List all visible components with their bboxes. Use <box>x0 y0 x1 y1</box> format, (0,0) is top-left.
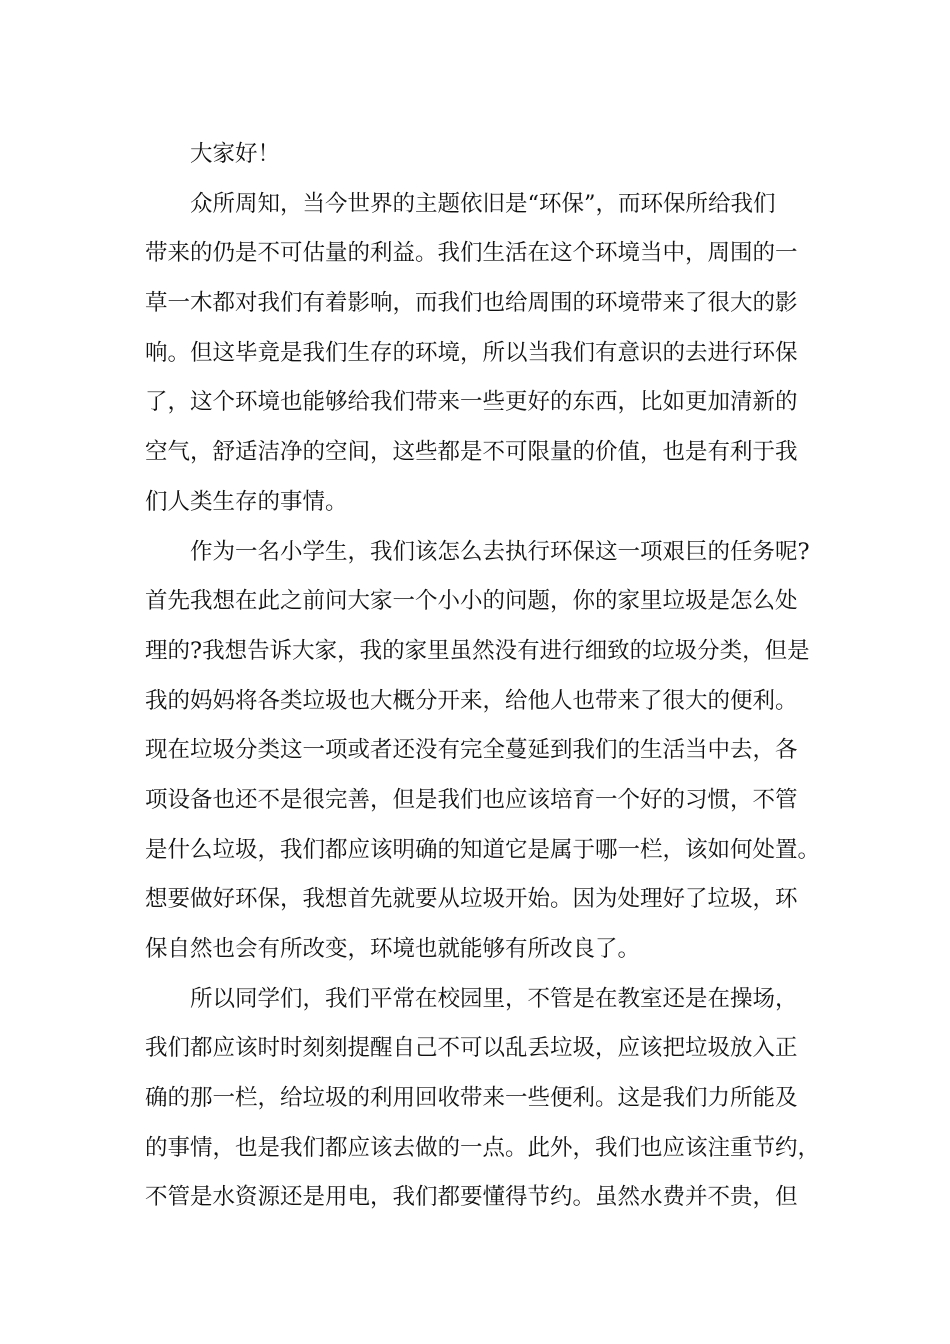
text-line: 们人类生存的事情。 <box>145 488 348 515</box>
text-line: 了，这个环境也能够给我们带来一些更好的东西，比如更加清新的 <box>145 389 798 416</box>
text-line: 不管是水资源还是用电，我们都要懂得节约。虽然水费并不贵，但 <box>145 1184 798 1211</box>
text-line: 保自然也会有所改变，环境也就能够有所改良了。 <box>145 936 641 962</box>
text-line: 的事情，也是我们都应该去做的一点。此外，我们也应该注重节约， <box>145 1134 821 1161</box>
text-line: 确的那一栏，给垃圾的利用回收带来一些便利。这是我们力所能及 <box>145 1085 798 1112</box>
text-line: 首先我想在此之前问大家一个小小的问题，你的家里垃圾是怎么处 <box>145 588 798 615</box>
text-line: 带来的仍是不可估量的利益。我们生活在这个环境当中，周围的一 <box>145 240 798 267</box>
text-line: 众所周知，当今世界的主题依旧是“环保”，而环保所给我们 <box>190 190 776 217</box>
text-line: 我的妈妈将各类垃圾也大概分开来，给他人也带来了很大的便利。 <box>145 687 798 714</box>
text-line: 理的?我想告诉大家，我的家里虽然没有进行细致的垃圾分类，但是 <box>145 637 810 664</box>
text-line: 是什么垃圾，我们都应该明确的知道它是属于哪一栏，该如何处置。 <box>145 836 821 863</box>
text-line: 我们都应该时时刻刻提醒自己不可以乱丢垃圾，应该把垃圾放入正 <box>145 1035 798 1062</box>
text-line: 项设备也还不是很完善，但是我们也应该培育一个好的习惯，不管 <box>145 786 798 813</box>
text-line: 大家好！ <box>190 141 281 167</box>
text-line: 空气，舒适洁净的空间，这些都是不可限量的价值，也是有利于我 <box>145 439 798 466</box>
text-line: 想要做好环保，我想首先就要从垃圾开始。因为处理好了垃圾，环 <box>145 886 798 913</box>
speech-text <box>145 130 835 1223</box>
text-line: 作为一名小学生，我们该怎么去执行环保这一项艰巨的任务呢? <box>190 538 810 565</box>
text-line: 草一木都对我们有着影响，而我们也给周围的环境带来了很大的影 <box>145 290 798 317</box>
text-line: 响。但这毕竟是我们生存的环境，所以当我们有意识的去进行环保 <box>145 339 798 366</box>
text-line: 所以同学们，我们平常在校园里，不管是在教室还是在操场， <box>190 985 798 1012</box>
text-line: 现在垃圾分类这一项或者还没有完全蔓延到我们的生活当中去，各 <box>145 737 798 764</box>
